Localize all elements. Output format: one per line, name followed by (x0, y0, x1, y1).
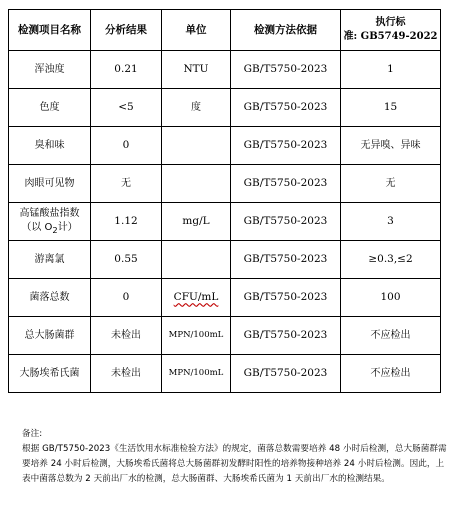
cell-method: GB/T5750-2023 (231, 127, 341, 165)
header-standard-line1: 执行标 (375, 16, 406, 28)
table-row (9, 317, 441, 355)
cell-method: GB/T5750-2023 (231, 203, 341, 241)
cell-item: 臭和味 (9, 127, 91, 165)
cell-standard: 不应检出 (341, 355, 441, 393)
header-item: 检测项目名称 (9, 10, 91, 51)
cell-method: GB/T5750-2023 (231, 89, 341, 127)
cell-standard: 3 (341, 203, 441, 241)
cell-item: 总大肠菌群 (9, 317, 91, 355)
header-standard (341, 10, 441, 51)
table-row (9, 127, 441, 165)
cell-method: GB/T5750-2023 (231, 317, 341, 355)
table-row (9, 355, 441, 393)
header-unit: 单位 (162, 10, 231, 51)
cell-result: 未检出 (91, 317, 162, 355)
cell-result: 0.21 (91, 51, 162, 89)
header-method: 检测方法依据 (231, 10, 341, 51)
cell-item: 色度 (9, 89, 91, 127)
cell-item: 浑浊度 (9, 51, 91, 89)
cell-item-subscript: 2 (52, 224, 58, 235)
table-row (9, 203, 441, 241)
cell-result: 1.12 (91, 203, 162, 241)
cell-standard: 无异嗅、异味 (341, 127, 441, 165)
cell-unit: mg/L (162, 203, 231, 241)
table-row (9, 241, 441, 279)
cell-unit (162, 165, 231, 203)
table-row (9, 279, 441, 317)
cell-result: 0 (91, 279, 162, 317)
cell-result: 0.55 (91, 241, 162, 279)
cell-unit (162, 241, 231, 279)
cell-unit: NTU (162, 51, 231, 89)
cell-method: GB/T5750-2023 (231, 241, 341, 279)
cell-unit: MPN/100mL (162, 317, 231, 355)
cell-unit-text: CFU/mL (173, 291, 219, 304)
cell-standard: 无 (341, 165, 441, 203)
cell-result: 未检出 (91, 355, 162, 393)
notes-section (22, 427, 452, 487)
header-result: 分析结果 (91, 10, 162, 51)
cell-unit (162, 127, 231, 165)
cell-item-tail: 计） (57, 221, 78, 233)
cell-item: 菌落总数 (9, 279, 91, 317)
cell-item-line2: （以 O (21, 221, 53, 233)
cell-standard: 15 (341, 89, 441, 127)
cell-unit: MPN/100mL (162, 355, 231, 393)
table-row (9, 165, 441, 203)
notes-body: 根据 GB/T5750-2023《生活饮用水标准检验方法》的规定，菌落总数需要培养 48 小时后检测，总大肠菌群需要培养 24 小时后检测，大肠埃希氏菌将总大肠菌群初发酵时阳性的培养物接种培养 24 小时后检测。因此，上表中菌落总数为 2 天前出厂水的检测，总大肠菌群、大肠埃希氏菌为 1 天前出厂水的检测结果。 (22, 444, 447, 484)
cell-unit: 度 (162, 89, 231, 127)
cell-item: 大肠埃希氏菌 (9, 355, 91, 393)
cell-standard: 1 (341, 51, 441, 89)
header-standard-line2: 准: GB5749-2022 (343, 31, 438, 42)
cell-result: <5 (91, 89, 162, 127)
cell-method: GB/T5750-2023 (231, 279, 341, 317)
cell-standard: ≥0.3,≤2 (341, 241, 441, 279)
cell-method: GB/T5750-2023 (231, 165, 341, 203)
cell-method: GB/T5750-2023 (231, 355, 341, 393)
table-row (9, 89, 441, 127)
cell-standard: 100 (341, 279, 441, 317)
results-table (8, 9, 441, 393)
table-row (9, 51, 441, 89)
cell-unit (162, 279, 231, 317)
cell-item: 游离氯 (9, 241, 91, 279)
table-header-row (9, 10, 441, 51)
notes-title: 备注: (22, 429, 43, 439)
cell-item: 肉眼可见物 (9, 165, 91, 203)
cell-result: 无 (91, 165, 162, 203)
cell-method: GB/T5750-2023 (231, 51, 341, 89)
cell-item (9, 203, 91, 241)
cell-result: 0 (91, 127, 162, 165)
cell-standard: 不应检出 (341, 317, 441, 355)
cell-item-line1: 高锰酸盐指数 (19, 208, 80, 220)
